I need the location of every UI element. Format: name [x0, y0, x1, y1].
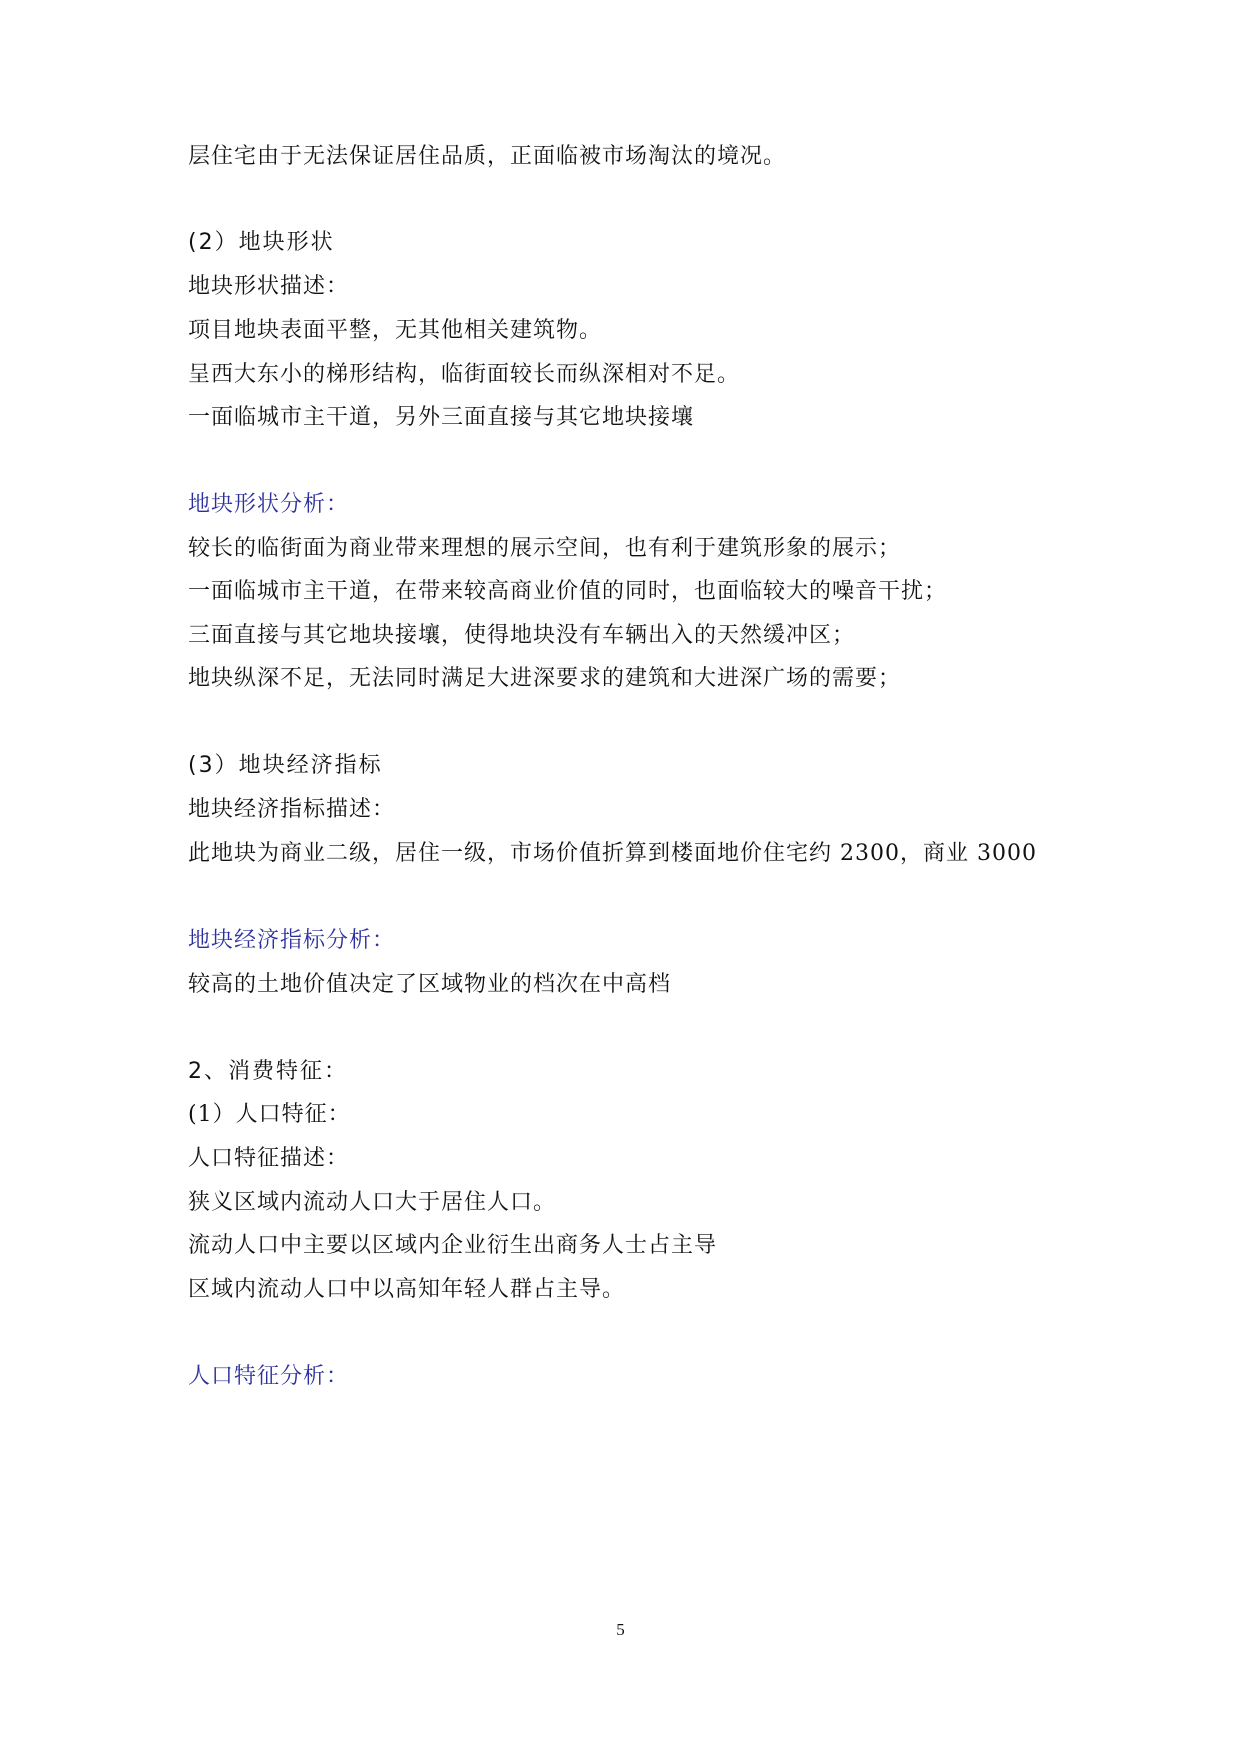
plot-shape-analysis-line: 地块纵深不足，无法同时满足大进深要求的建筑和大进深广场的需要； — [188, 666, 902, 691]
subsection-heading-population: (1）人口特征： — [188, 1102, 351, 1127]
plot-shape-description-line: 一面临城市主干道，另外三面直接与其它地块接壤 — [188, 405, 695, 430]
section-heading-consumption: 2、消费特征： — [188, 1059, 348, 1084]
section-heading-plot-shape: (2）地块形状 — [188, 230, 335, 255]
plot-shape-analysis-line: 三面直接与其它地块接壤，使得地块没有车辆出入的天然缓冲区； — [188, 623, 856, 648]
plot-shape-description-label: 地块形状描述： — [188, 274, 350, 299]
economic-indicators-analysis-line: 较高的土地价值决定了区域物业的档次在中高档 — [188, 972, 672, 997]
plot-shape-description-line: 项目地块表面平整，无其他相关建筑物。 — [188, 318, 603, 343]
paragraph-continuation: 层住宅由于无法保证居住品质，正面临被市场淘汰的境况。 — [188, 144, 787, 169]
plot-shape-analysis-line: 一面临城市主干道，在带来较高商业价值的同时，也面临较大的噪音干扰； — [188, 579, 948, 604]
plot-shape-analysis-heading: 地块形状分析： — [188, 492, 350, 517]
section-heading-economic-indicators: (3）地块经济指标 — [188, 753, 383, 778]
page-number: 5 — [616, 1620, 625, 1639]
population-analysis-heading: 人口特征分析： — [188, 1364, 350, 1389]
economic-indicators-description-line: 此地块为商业二级，居住一级，市场价值折算到楼面地价住宅约 2300，商业 3000 — [188, 841, 1037, 866]
plot-shape-analysis-line: 较长的临街面为商业带来理想的展示空间，也有利于建筑形象的展示； — [188, 536, 902, 561]
population-description-line: 狭义区域内流动人口大于居住人口。 — [188, 1190, 557, 1215]
economic-indicators-description-label: 地块经济指标描述： — [188, 797, 396, 822]
population-description-line: 流动人口中主要以区域内企业衍生出商务人士占主导 — [188, 1233, 718, 1258]
population-description-line: 区域内流动人口中以高知年轻人群占主导。 — [188, 1277, 626, 1302]
economic-indicators-analysis-heading: 地块经济指标分析： — [188, 928, 396, 953]
plot-shape-description-line: 呈西大东小的梯形结构，临街面较长而纵深相对不足。 — [188, 362, 741, 387]
population-description-label: 人口特征描述： — [188, 1146, 350, 1171]
